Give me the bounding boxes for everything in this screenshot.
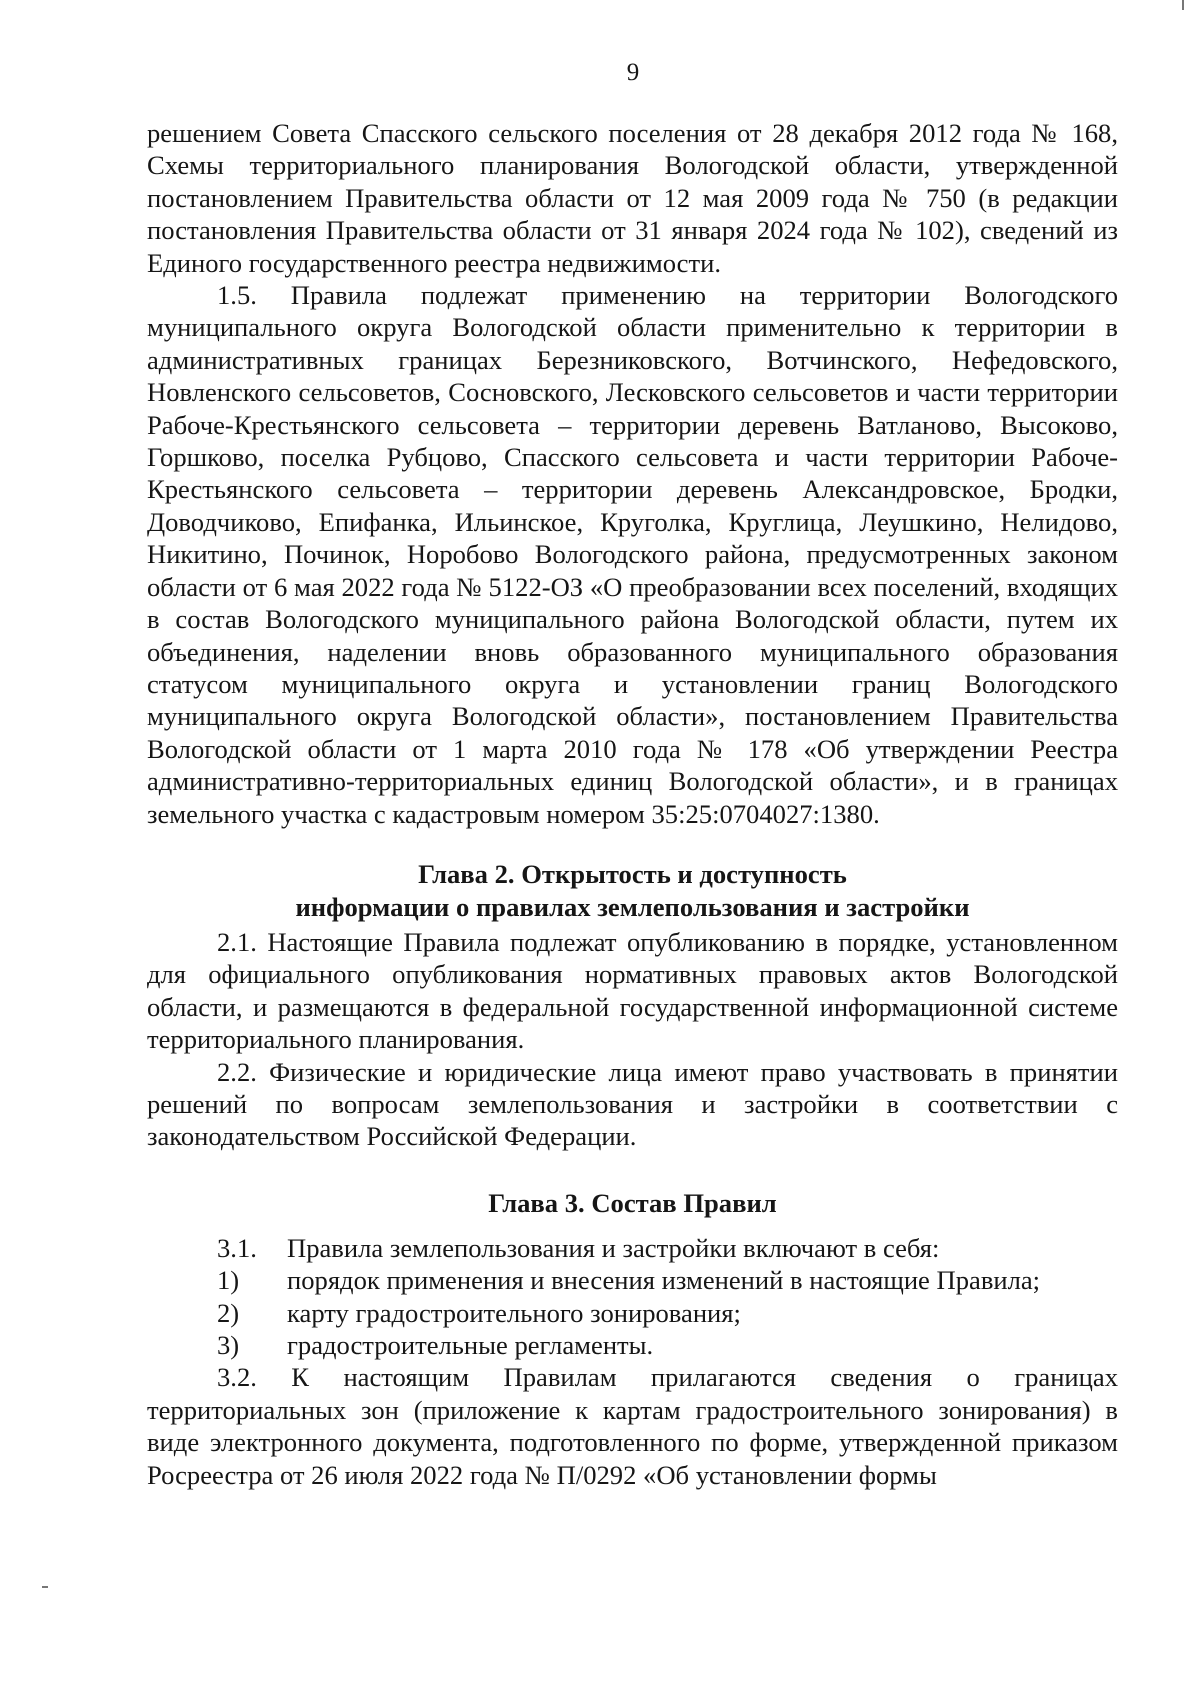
paragraph-3-2: 3.2. К настоящим Правилам прилагаются сведения о границах территориальных зон (приложение к картам градостроительного зонирования) в виде электронного документа, подготовленного по форме, утвержденной приказом Росреестра от 26 июля 2022 года № П/0292 «Об установлении формы xyxy=(147,1362,1118,1490)
list-item xyxy=(147,1297,1118,1329)
list-item-number: 2) xyxy=(217,1297,240,1328)
chapter-2-heading xyxy=(147,858,1118,924)
list-item-number: 3) xyxy=(217,1330,240,1360)
list-item-text: порядок применения и внесения изменений в настоящие Правила; xyxy=(287,1265,1041,1296)
composition-list xyxy=(147,1232,1118,1362)
list-item-number: 1) xyxy=(217,1265,240,1296)
list-item xyxy=(147,1232,1118,1264)
chapter-2-title-line2: информации о правилах землепользования и застройки xyxy=(295,891,970,922)
chapter-3-heading: Глава 3. Состав Правил xyxy=(488,1187,777,1218)
scan-mark-left xyxy=(42,1586,48,1588)
list-item-text: градостроительные регламенты. xyxy=(287,1330,654,1360)
page-number: 9 xyxy=(626,59,640,86)
paragraph-2-2: 2.2. Физические и юридические лица имеют право участвовать в принятии решений по вопросам землепользования и застройки в соответствии с законодательством Российской Федерации. xyxy=(147,1056,1118,1152)
list-item-text: Правила землепользования и застройки включают в себя: xyxy=(287,1232,940,1263)
paragraph-continuation: решением Совета Спасского сельского поселения от 28 декабря 2012 года № 168, Схемы территориального планирования Вологодской области, утвержденной постановлением Правительства области от 12 мая 2009 года № 750 (в редакции постановления Правительства области от 31 января 2024 года № 102), сведений из Единого государственного реестра недвижимости. xyxy=(147,118,1118,278)
list-item xyxy=(147,1329,1118,1361)
list-item xyxy=(147,1264,1118,1296)
paragraph-2-1: 2.1. Настоящие Правила подлежат опубликованию в порядке, установленном для официального опубликования нормативных правовых актов Вологодской области, и размещаются в федеральной государственной информационной системе территориального планирования. xyxy=(147,926,1118,1055)
scan-mark-top-right xyxy=(1182,0,1184,10)
chapter-2-title-line1: Глава 2. Открытость и доступность xyxy=(418,858,847,889)
document-body xyxy=(147,117,1118,1491)
list-item-number: 3.1. xyxy=(217,1232,257,1263)
paragraph-1-5: 1.5. Правила подлежат применению на территории Вологодского муниципального округа Вологодской области применительно к территории в административных границах Березниковского, Вотчинского, Нефедовского, Новленского сельсоветов, Сосновского, Лесковского сельсоветов и части территории Рабоче-Крестьянского сельсовета – территории деревень Ватланово, Высоково, Горшково, поселка Рубцово, Спасского сельсовета и части территории Рабоче-Крестьянского сельсовета – территории деревень Александровское, Бродки, Доводчиково, Епифанка, Ильинское, Круголка, Круглица, Леушкино, Нелидово, Никитино, Починок, Норобово Вологодского района, предусмотренных законом области от 6 мая 2022 года № 5122-ОЗ «О преобразовании всех поселений, входящих в состав Вологодского муниципального района Вологодской области, путем их объединения, наделении вновь образованного муниципального образования статусом муниципального округа и установлении границ Вологодского муниципального округа Вологодской области», постановлением Правительства Вологодской области от 1 марта 2010 года № 178 «Об утверждении Реестра административно-территориальных единиц Вологодской области», и в границах земельного участка с кадастровым номером 35:25:0704027:1380. xyxy=(147,280,1118,829)
list-item-text: карту градостроительного зонирования; xyxy=(287,1297,741,1328)
